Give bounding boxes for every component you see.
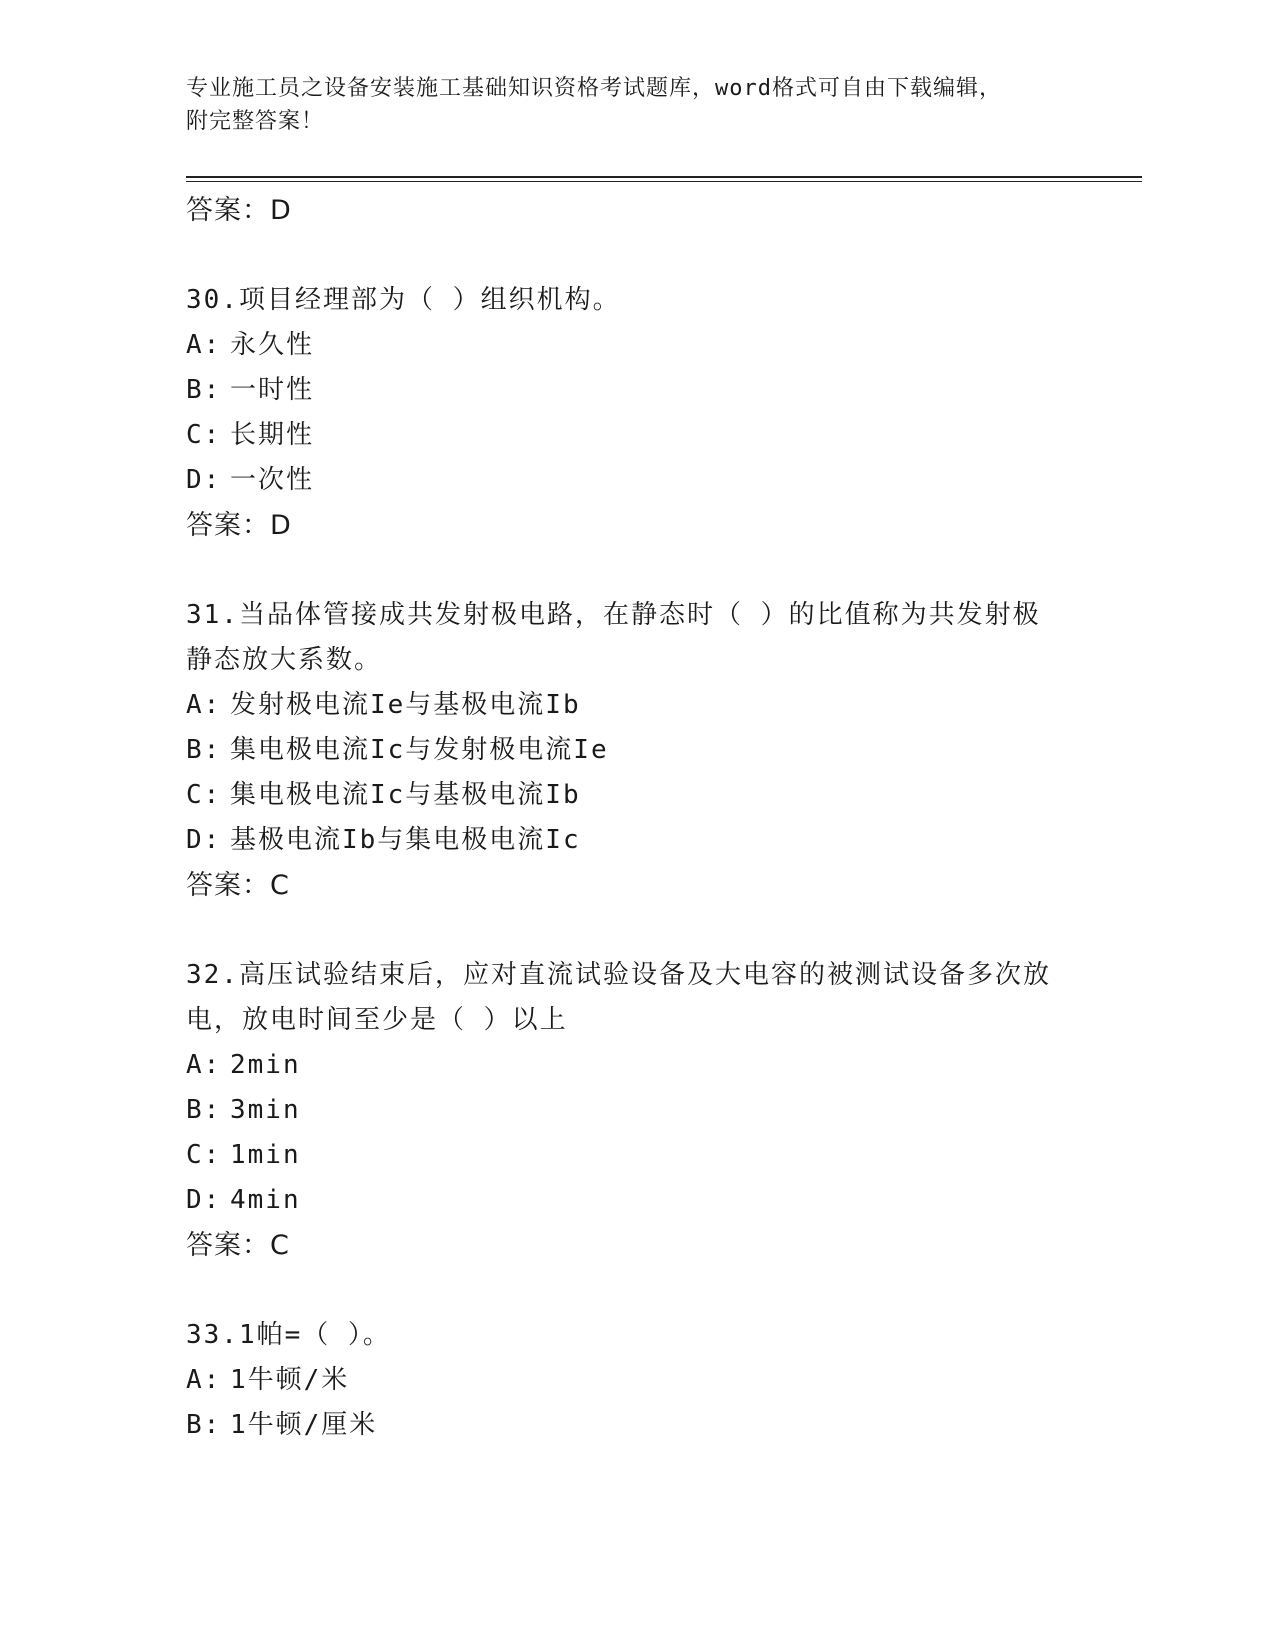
question-text: 33.1帕=（ ）。 — [186, 1320, 391, 1350]
question-item — [186, 953, 1086, 1268]
option-text: 集电极电流Ic与发射极电流Ie — [230, 735, 609, 765]
answer-line: 答案：D — [186, 510, 292, 541]
option-letter: A: — [186, 1050, 222, 1080]
option-a — [186, 683, 1086, 728]
option-text: 1min — [230, 1140, 301, 1170]
option-letter: D: — [186, 1185, 222, 1215]
document-header — [186, 72, 1066, 138]
header-divider — [186, 176, 1142, 182]
question-text-continued: 静态放大系数。 — [186, 645, 383, 675]
option-text: 1牛顿/厘米 — [230, 1410, 378, 1440]
option-text: 长期性 — [230, 420, 315, 450]
option-text: 1牛顿/米 — [230, 1365, 350, 1395]
option-letter: B: — [186, 1410, 222, 1440]
answer-line: 答案：D — [186, 195, 292, 226]
option-a — [186, 1043, 1086, 1088]
option-d — [186, 1178, 1086, 1223]
option-letter: A: — [186, 1365, 222, 1395]
option-d — [186, 818, 1086, 863]
option-b — [186, 1088, 1086, 1133]
question-text: 32.高压试验结束后，应对直流试验设备及大电容的被测试设备多次放 — [186, 960, 1051, 990]
option-text: 4min — [230, 1185, 301, 1215]
option-letter: C: — [186, 1140, 222, 1170]
option-text: 发射极电流Ie与基极电流Ib — [230, 690, 581, 720]
option-c — [186, 413, 1086, 458]
option-a — [186, 323, 1086, 368]
option-d — [186, 458, 1086, 503]
question-text-continued: 电，放电时间至少是（ ）以上 — [186, 1005, 568, 1035]
option-b — [186, 1403, 1086, 1448]
question-item — [186, 593, 1086, 908]
option-a — [186, 1358, 1086, 1403]
option-b — [186, 728, 1086, 773]
question-item — [186, 278, 1086, 548]
question-item — [186, 1313, 1086, 1448]
answer-line: 答案：C — [186, 870, 290, 901]
question-text: 31.当品体管接成共发射极电路，在静态时（ ）的比值称为共发射极 — [186, 600, 1041, 630]
option-letter: D: — [186, 825, 222, 855]
option-letter: B: — [186, 1095, 222, 1125]
option-c — [186, 1133, 1086, 1178]
question-text: 30.项目经理部为（ ）组织机构。 — [186, 285, 621, 315]
header-line-2: 附完整答案！ — [186, 109, 325, 134]
header-line-1: 专业施工员之设备安装施工基础知识资格考试题库，word格式可自由下载编辑， — [186, 76, 1002, 101]
option-letter: A: — [186, 330, 222, 360]
option-text: 一次性 — [230, 465, 315, 495]
option-letter: B: — [186, 735, 222, 765]
option-text: 3min — [230, 1095, 301, 1125]
option-letter: D: — [186, 465, 222, 495]
option-text: 永久性 — [230, 330, 315, 360]
option-text: 集电极电流Ic与基极电流Ib — [230, 780, 581, 810]
option-letter: C: — [186, 780, 222, 810]
option-text: 基极电流Ib与集电极电流Ic — [230, 825, 581, 855]
answer-line: 答案：C — [186, 1230, 290, 1261]
option-text: 2min — [230, 1050, 301, 1080]
option-text: 一时性 — [230, 375, 315, 405]
option-letter: A: — [186, 690, 222, 720]
question-list — [186, 188, 1086, 1448]
option-letter: C: — [186, 420, 222, 450]
option-c — [186, 773, 1086, 818]
option-letter: B: — [186, 375, 222, 405]
option-b — [186, 368, 1086, 413]
